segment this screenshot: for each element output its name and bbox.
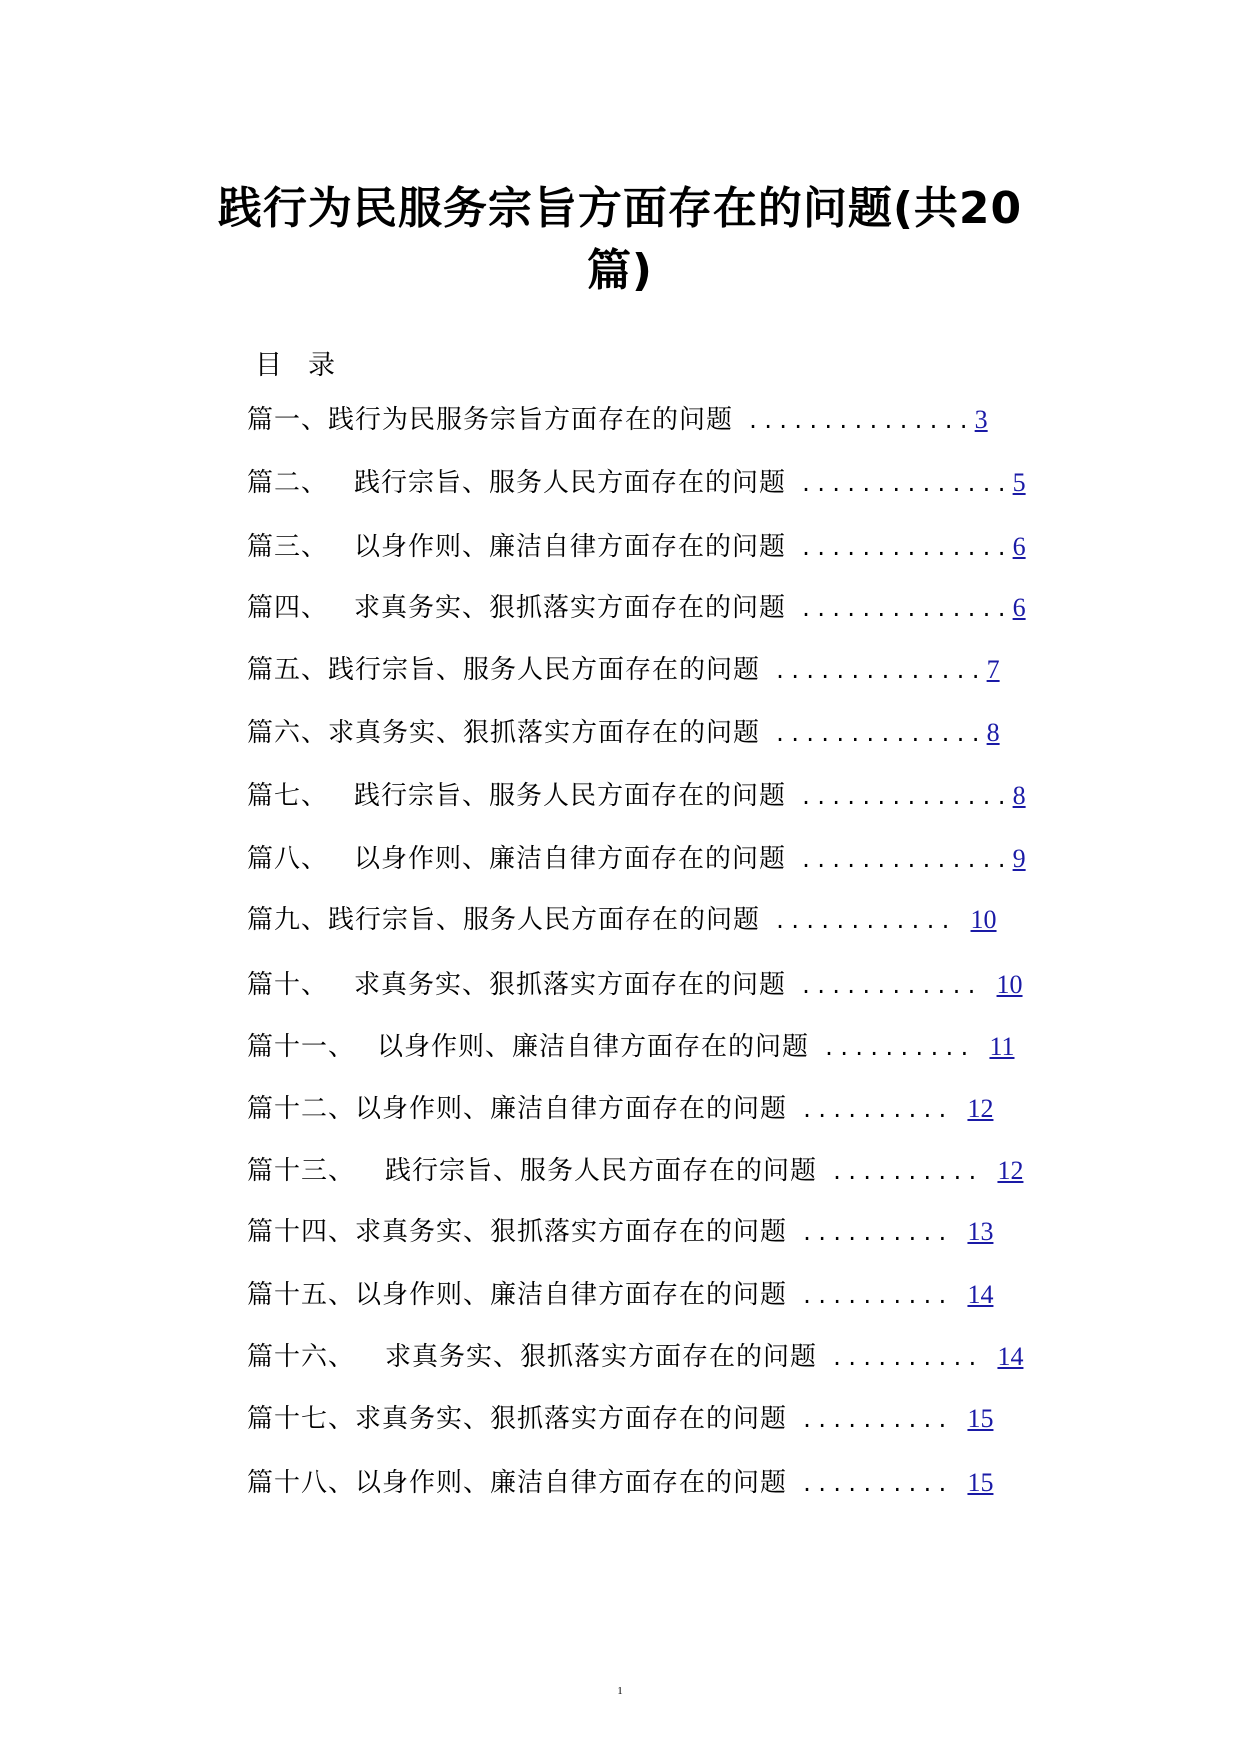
toc-entry-leader: .......... xyxy=(823,1036,974,1060)
toc-entry-leader: .............. xyxy=(800,848,1011,872)
toc-entry-page-link[interactable]: 7 xyxy=(986,655,1000,684)
toc-entry-prefix: 篇十、 xyxy=(247,970,329,1000)
toc-entry-prefix: 篇七、 xyxy=(247,781,329,811)
toc-entry-title: 践行宗旨、服务人民方面存在的问题 xyxy=(328,655,761,685)
toc-entry-10[interactable] xyxy=(247,965,1023,1005)
toc-entry-14[interactable] xyxy=(247,1212,993,1252)
toc-entry-11[interactable] xyxy=(247,1027,1015,1067)
toc-entry-leader: .......... xyxy=(801,1098,952,1122)
toc-entry-prefix: 篇四、 xyxy=(247,593,329,623)
toc-entry-leader: .......... xyxy=(831,1160,982,1184)
toc-entry-page-link[interactable]: 8 xyxy=(1012,781,1026,810)
toc-entry-18[interactable] xyxy=(247,1463,993,1503)
toc-entry-title: 践行宗旨、服务人民方面存在的问题 xyxy=(328,905,761,935)
toc-entry-page-link[interactable]: 6 xyxy=(1012,532,1026,561)
toc-entry-16[interactable] xyxy=(247,1337,1023,1377)
toc-entry-prefix: 篇十五、 xyxy=(247,1280,356,1310)
document-title-line-2: 篇) xyxy=(586,245,654,296)
toc-entry-page-link[interactable]: 12 xyxy=(967,1094,994,1123)
toc-entry-leader: .......... xyxy=(801,1221,952,1245)
toc-entry-title: 求真务实、狠抓落实方面存在的问题 xyxy=(328,718,761,748)
toc-entry-prefix: 篇一、 xyxy=(247,405,329,435)
toc-entry-title: 求真务实、狠抓落实方面存在的问题 xyxy=(355,1404,788,1434)
toc-entry-page-link[interactable]: 12 xyxy=(997,1156,1024,1185)
toc-entry-1[interactable] xyxy=(247,400,988,440)
toc-entry-leader: .............. xyxy=(800,785,1011,809)
toc-entry-3[interactable] xyxy=(247,527,1026,567)
toc-entry-title: 以身作则、廉洁自律方面存在的问题 xyxy=(377,1032,810,1062)
toc-entry-page-link[interactable]: 14 xyxy=(967,1280,994,1309)
toc-entry-leader: .............. xyxy=(774,722,985,746)
toc-entry-page-link[interactable]: 10 xyxy=(970,905,997,934)
toc-entry-prefix: 篇十七、 xyxy=(247,1404,356,1434)
toc-entry-title: 求真务实、狠抓落实方面存在的问题 xyxy=(354,970,787,1000)
toc-entry-leader: .............. xyxy=(774,659,985,683)
toc-entry-prefix: 篇十一、 xyxy=(247,1032,356,1062)
toc-entry-page-link[interactable]: 6 xyxy=(1012,593,1026,622)
toc-entry-page-link[interactable]: 3 xyxy=(974,405,988,434)
toc-entry-title: 践行宗旨、服务人民方面存在的问题 xyxy=(354,468,787,498)
toc-entry-page-link[interactable]: 11 xyxy=(989,1032,1015,1061)
toc-entry-9[interactable] xyxy=(247,900,997,940)
toc-entry-page-link[interactable]: 15 xyxy=(967,1468,994,1497)
toc-entry-leader: .............. xyxy=(800,536,1011,560)
toc-entry-prefix: 篇十二、 xyxy=(247,1094,356,1124)
toc-entry-5[interactable] xyxy=(247,650,1000,690)
toc-entry-12[interactable] xyxy=(247,1089,993,1129)
toc-entry-title: 求真务实、狠抓落实方面存在的问题 xyxy=(385,1342,818,1372)
toc-entry-title: 求真务实、狠抓落实方面存在的问题 xyxy=(355,1217,788,1247)
toc-entry-2[interactable] xyxy=(247,463,1026,503)
toc-entry-leader: .............. xyxy=(800,597,1011,621)
toc-entry-prefix: 篇十四、 xyxy=(247,1217,356,1247)
toc-entry-leader: .......... xyxy=(801,1408,952,1432)
toc-entry-17[interactable] xyxy=(247,1399,993,1439)
toc-entry-prefix: 篇十六、 xyxy=(247,1342,356,1372)
toc-entry-leader: ............ xyxy=(800,974,981,998)
toc-entry-leader: .......... xyxy=(801,1472,952,1496)
toc-heading: 目录 xyxy=(255,350,361,381)
toc-entry-page-link[interactable]: 5 xyxy=(1012,468,1026,497)
toc-entry-title: 以身作则、廉洁自律方面存在的问题 xyxy=(354,532,787,562)
toc-entry-title: 践行为民服务宗旨方面存在的问题 xyxy=(328,405,734,435)
toc-entry-page-link[interactable]: 9 xyxy=(1012,844,1026,873)
toc-entry-prefix: 篇十八、 xyxy=(247,1468,356,1498)
toc-entry-6[interactable] xyxy=(247,713,1000,753)
toc-entry-page-link[interactable]: 15 xyxy=(967,1404,994,1433)
toc-entry-8[interactable] xyxy=(247,839,1026,879)
toc-entry-leader: ............ xyxy=(774,909,955,933)
toc-entry-prefix: 篇十三、 xyxy=(247,1156,356,1186)
toc-entry-leader: .......... xyxy=(801,1284,952,1308)
toc-entry-prefix: 篇九、 xyxy=(247,905,329,935)
document-title xyxy=(170,178,1070,302)
toc-entry-page-link[interactable]: 13 xyxy=(967,1217,994,1246)
page-number: 1 xyxy=(617,1685,623,1697)
toc-entry-13[interactable] xyxy=(247,1151,1023,1191)
toc-entry-title: 践行宗旨、服务人民方面存在的问题 xyxy=(354,781,787,811)
toc-entry-title: 以身作则、廉洁自律方面存在的问题 xyxy=(354,844,787,874)
toc-entry-leader: .............. xyxy=(800,472,1011,496)
toc-entry-15[interactable] xyxy=(247,1275,993,1315)
toc-entry-page-link[interactable]: 14 xyxy=(997,1342,1024,1371)
toc-entry-title: 践行宗旨、服务人民方面存在的问题 xyxy=(385,1156,818,1186)
toc-entry-prefix: 篇五、 xyxy=(247,655,329,685)
toc-entry-title: 求真务实、狠抓落实方面存在的问题 xyxy=(354,593,787,623)
toc-entry-page-link[interactable]: 10 xyxy=(996,970,1023,999)
toc-entry-prefix: 篇三、 xyxy=(247,532,329,562)
toc-entry-4[interactable] xyxy=(247,588,1026,628)
toc-entry-prefix: 篇六、 xyxy=(247,718,329,748)
toc-entry-leader: ............... xyxy=(747,409,973,433)
toc-entry-title: 以身作则、廉洁自律方面存在的问题 xyxy=(355,1094,788,1124)
toc-entry-title: 以身作则、廉洁自律方面存在的问题 xyxy=(355,1468,788,1498)
toc-entry-prefix: 篇二、 xyxy=(247,468,329,498)
toc-entry-title: 以身作则、廉洁自律方面存在的问题 xyxy=(355,1280,788,1310)
toc-entry-7[interactable] xyxy=(247,776,1026,816)
toc-entry-prefix: 篇八、 xyxy=(247,844,329,874)
toc-entry-leader: .......... xyxy=(831,1346,982,1370)
document-title-line-1: 践行为民服务宗旨方面存在的问题(共20 xyxy=(217,183,1023,234)
toc-entry-page-link[interactable]: 8 xyxy=(986,718,1000,747)
